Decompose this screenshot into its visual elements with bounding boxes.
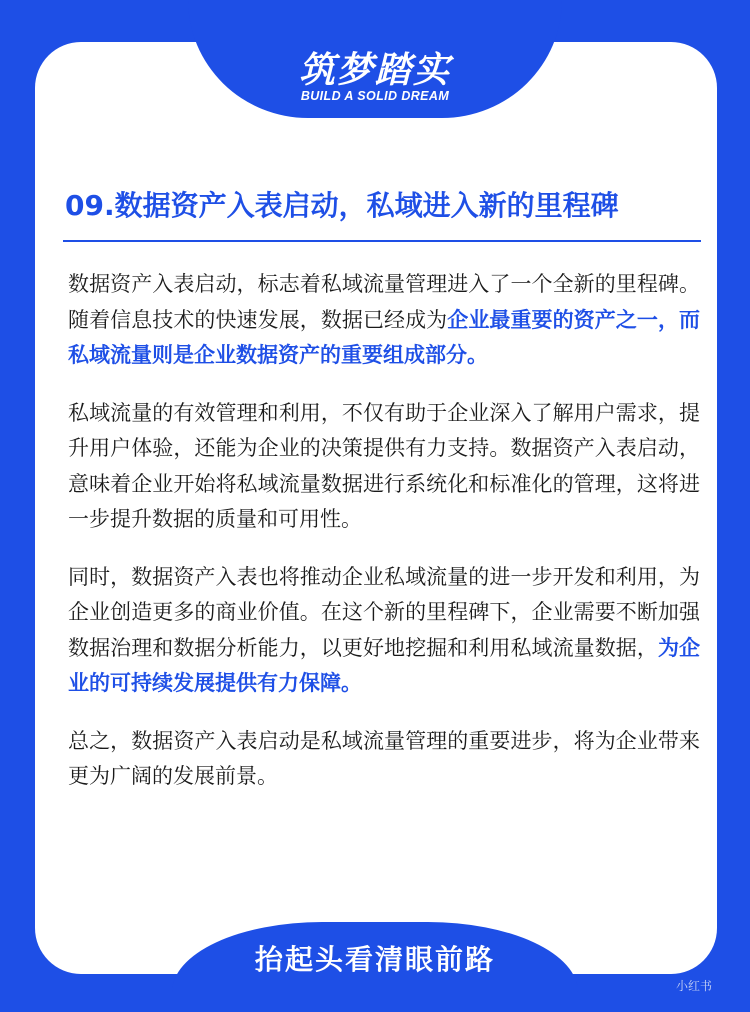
brand-subtitle: BUILD A SOLID DREAM (300, 89, 450, 103)
article-body (68, 267, 700, 795)
footer-slogan: 抬起头看清眼前路 (254, 943, 495, 976)
heading-divider (63, 240, 701, 242)
brand-title: 筑梦踏实 (298, 50, 451, 91)
paragraph-4-text: 总之，数据资产入表启动是私域流量管理的重要进步，将为企业带来更为广阔的发展前景。 (68, 728, 700, 788)
watermark: 小红书 (676, 979, 713, 993)
paragraph-3-highlight: 为企业的可持续发展提供有力保障。 (68, 635, 701, 695)
paragraph-3-text: 同时，数据资产入表也将推动企业私域流量的进一步开发和利用，为企业创造更多的商业价值。在这个新的里程碑下，企业需要不断加强数据治理和数据分析能力，以更好地挖掘和利用私域流量数据， (68, 564, 700, 660)
paragraph-1-highlight: 企业最重要的资产之一，而私域流量则是企业数据资产的重要组成部分。 (68, 307, 701, 367)
paragraph-2 (68, 396, 700, 538)
paragraph-2-text: 私域流量的有效管理和利用，不仅有助于企业深入了解用户需求，提升用户体验，还能为企业的决策提供有力支持。数据资产入表启动，意味着企业开始将私域流量数据进行系统化和标准化的管理，这将进一步提升数据的质量和可用性。 (68, 400, 700, 531)
section-heading: 09.数据资产入表启动，私域进入新的里程碑 (65, 189, 619, 222)
paragraph-3 (68, 560, 700, 702)
paragraph-1 (68, 267, 700, 374)
paragraph-4 (68, 724, 700, 795)
paragraph-1-text: 数据资产入表启动，标志着私域流量管理进入了一个全新的里程碑。随着信息技术的快速发展，数据已经成为 (68, 272, 700, 332)
